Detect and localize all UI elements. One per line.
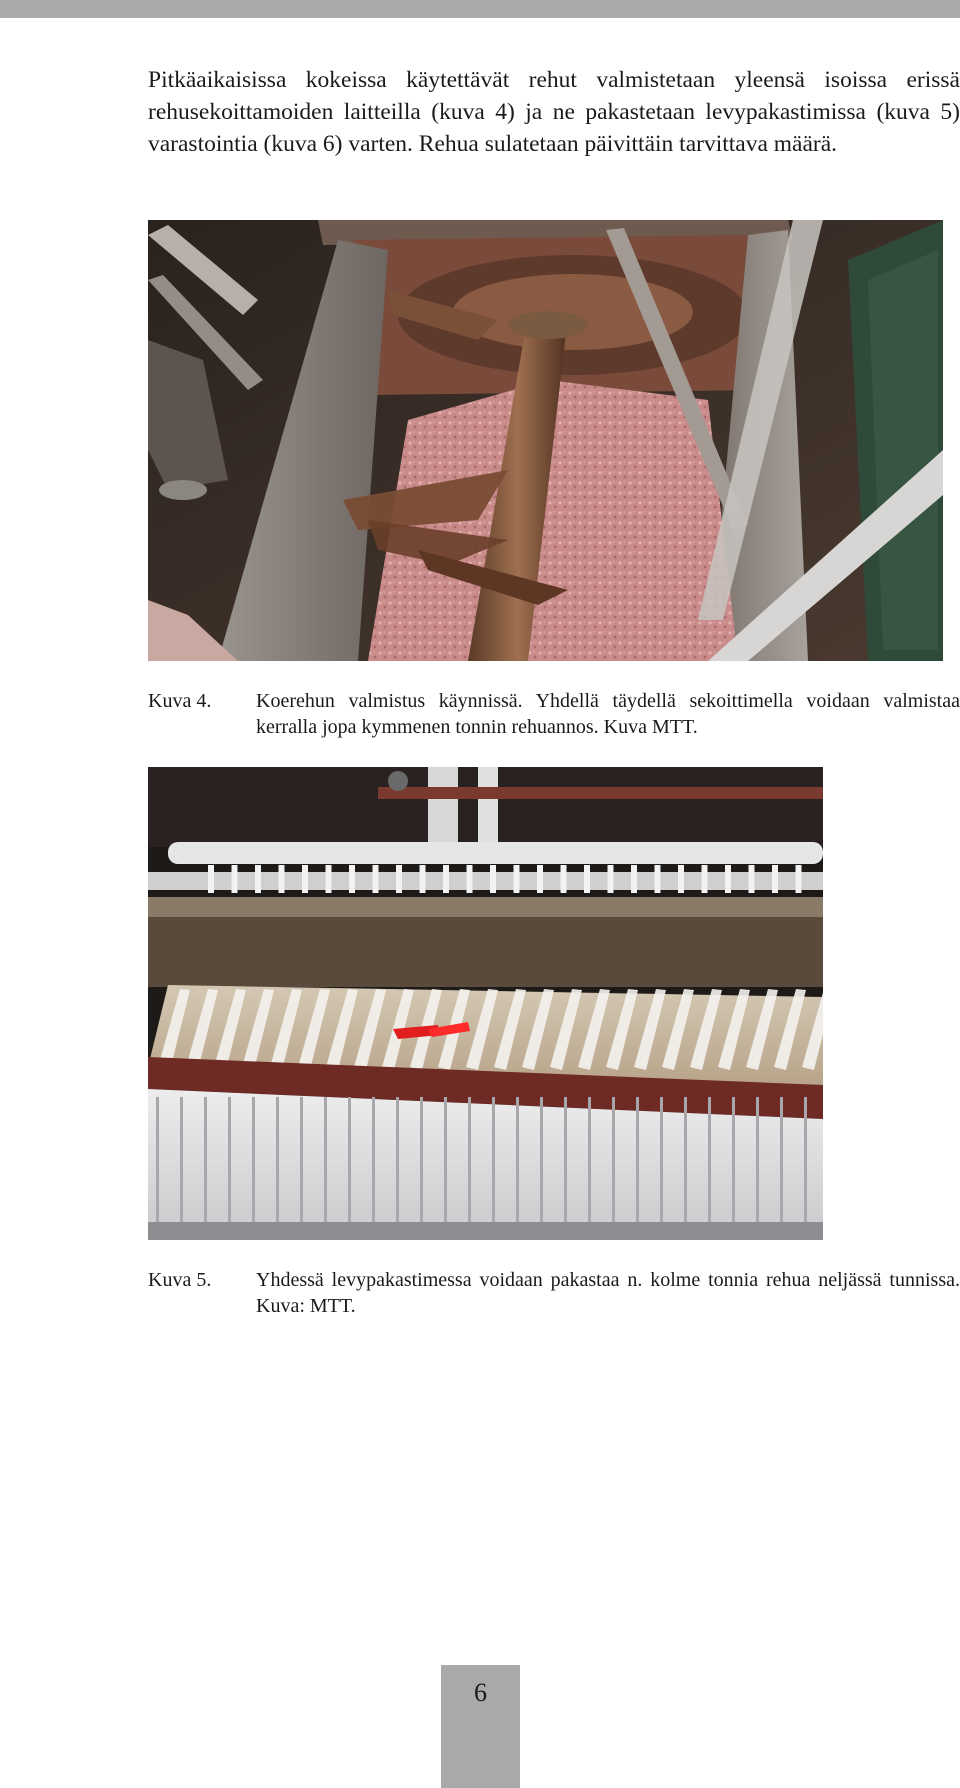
plate-divider [708, 1097, 711, 1222]
plate-divider [204, 1097, 207, 1222]
plate-divider [324, 1097, 327, 1222]
figure-5-text: Yhdessä levypakastimessa voidaan pakastaa n. kolme tonnia rehua neljässä tunnissa. Kuva: MTT. [256, 1269, 960, 1317]
feed-mixer-illustration [148, 220, 943, 661]
figure-5-label: Kuva 5. [148, 1269, 212, 1291]
figure-4-caption [148, 688, 960, 740]
feed-mixer-photo [148, 220, 943, 661]
nozzle [678, 865, 684, 893]
plate-divider [468, 1097, 471, 1222]
plate-freezer-photo [148, 767, 823, 1240]
plate-divider [492, 1097, 495, 1222]
nozzle [396, 865, 402, 893]
nozzle [772, 865, 778, 893]
plate-divider [660, 1097, 663, 1222]
plate-divider [156, 1097, 159, 1222]
plate-divider [228, 1097, 231, 1222]
plate-divider [252, 1097, 255, 1222]
nozzle [255, 865, 261, 893]
plate-divider [612, 1097, 615, 1222]
nozzle [631, 865, 637, 893]
plate-divider [372, 1097, 375, 1222]
nozzle [537, 865, 543, 893]
plate-divider [276, 1097, 279, 1222]
nozzle [584, 865, 590, 893]
plate-divider [396, 1097, 399, 1222]
figure-5-caption [148, 1267, 960, 1319]
nozzle [443, 865, 449, 893]
page-number: 6 [474, 1678, 487, 1707]
plate-divider [420, 1097, 423, 1222]
nozzle [467, 865, 473, 893]
figure-4-text: Koerehun valmistus käynnissä. Yhdellä täydellä sekoittimella voidaan valmistaa kerralla jopa kymmenen tonnin rehuannos. Kuva MTT. [256, 690, 960, 738]
intro-paragraph: Pitkäaikaisissa kokeissa käytettävät rehut valmistetaan yleensä isoissa erissä rehusekoittamoiden laitteilla (kuva 4) ja ne pakastetaan levypakastimissa (kuva 5) varastointia (kuva 6) varten. Rehua sulatetaan päivittäin tarvittava määrä. [148, 67, 960, 157]
plate-divider [780, 1097, 783, 1222]
plate-divider [804, 1097, 807, 1222]
nozzle [796, 865, 802, 893]
plate-divider [300, 1097, 303, 1222]
plate-divider [636, 1097, 639, 1222]
nozzle [655, 865, 661, 893]
plate-divider [732, 1097, 735, 1222]
nozzle [373, 865, 379, 893]
plate-divider [180, 1097, 183, 1222]
nozzle [232, 865, 238, 893]
plate-divider [540, 1097, 543, 1222]
plate-divider [756, 1097, 759, 1222]
plate-divider [348, 1097, 351, 1222]
nozzle [561, 865, 567, 893]
nozzle [208, 865, 214, 893]
nozzle [349, 865, 355, 893]
nozzle [279, 865, 285, 893]
plate-divider [516, 1097, 519, 1222]
nozzle [702, 865, 708, 893]
plate-divider [444, 1097, 447, 1222]
nozzle [514, 865, 520, 893]
plate-divider [588, 1097, 591, 1222]
plate-divider [684, 1097, 687, 1222]
nozzle [326, 865, 332, 893]
plate-freezer-illustration [148, 767, 823, 1240]
nozzle [420, 865, 426, 893]
nozzle [608, 865, 614, 893]
page-number-box [441, 1665, 520, 1788]
nozzle [749, 865, 755, 893]
plate-divider [564, 1097, 567, 1222]
header-bar [0, 0, 960, 18]
figure-4-label: Kuva 4. [148, 690, 212, 712]
nozzle [725, 865, 731, 893]
nozzle [302, 865, 308, 893]
nozzle [490, 865, 496, 893]
